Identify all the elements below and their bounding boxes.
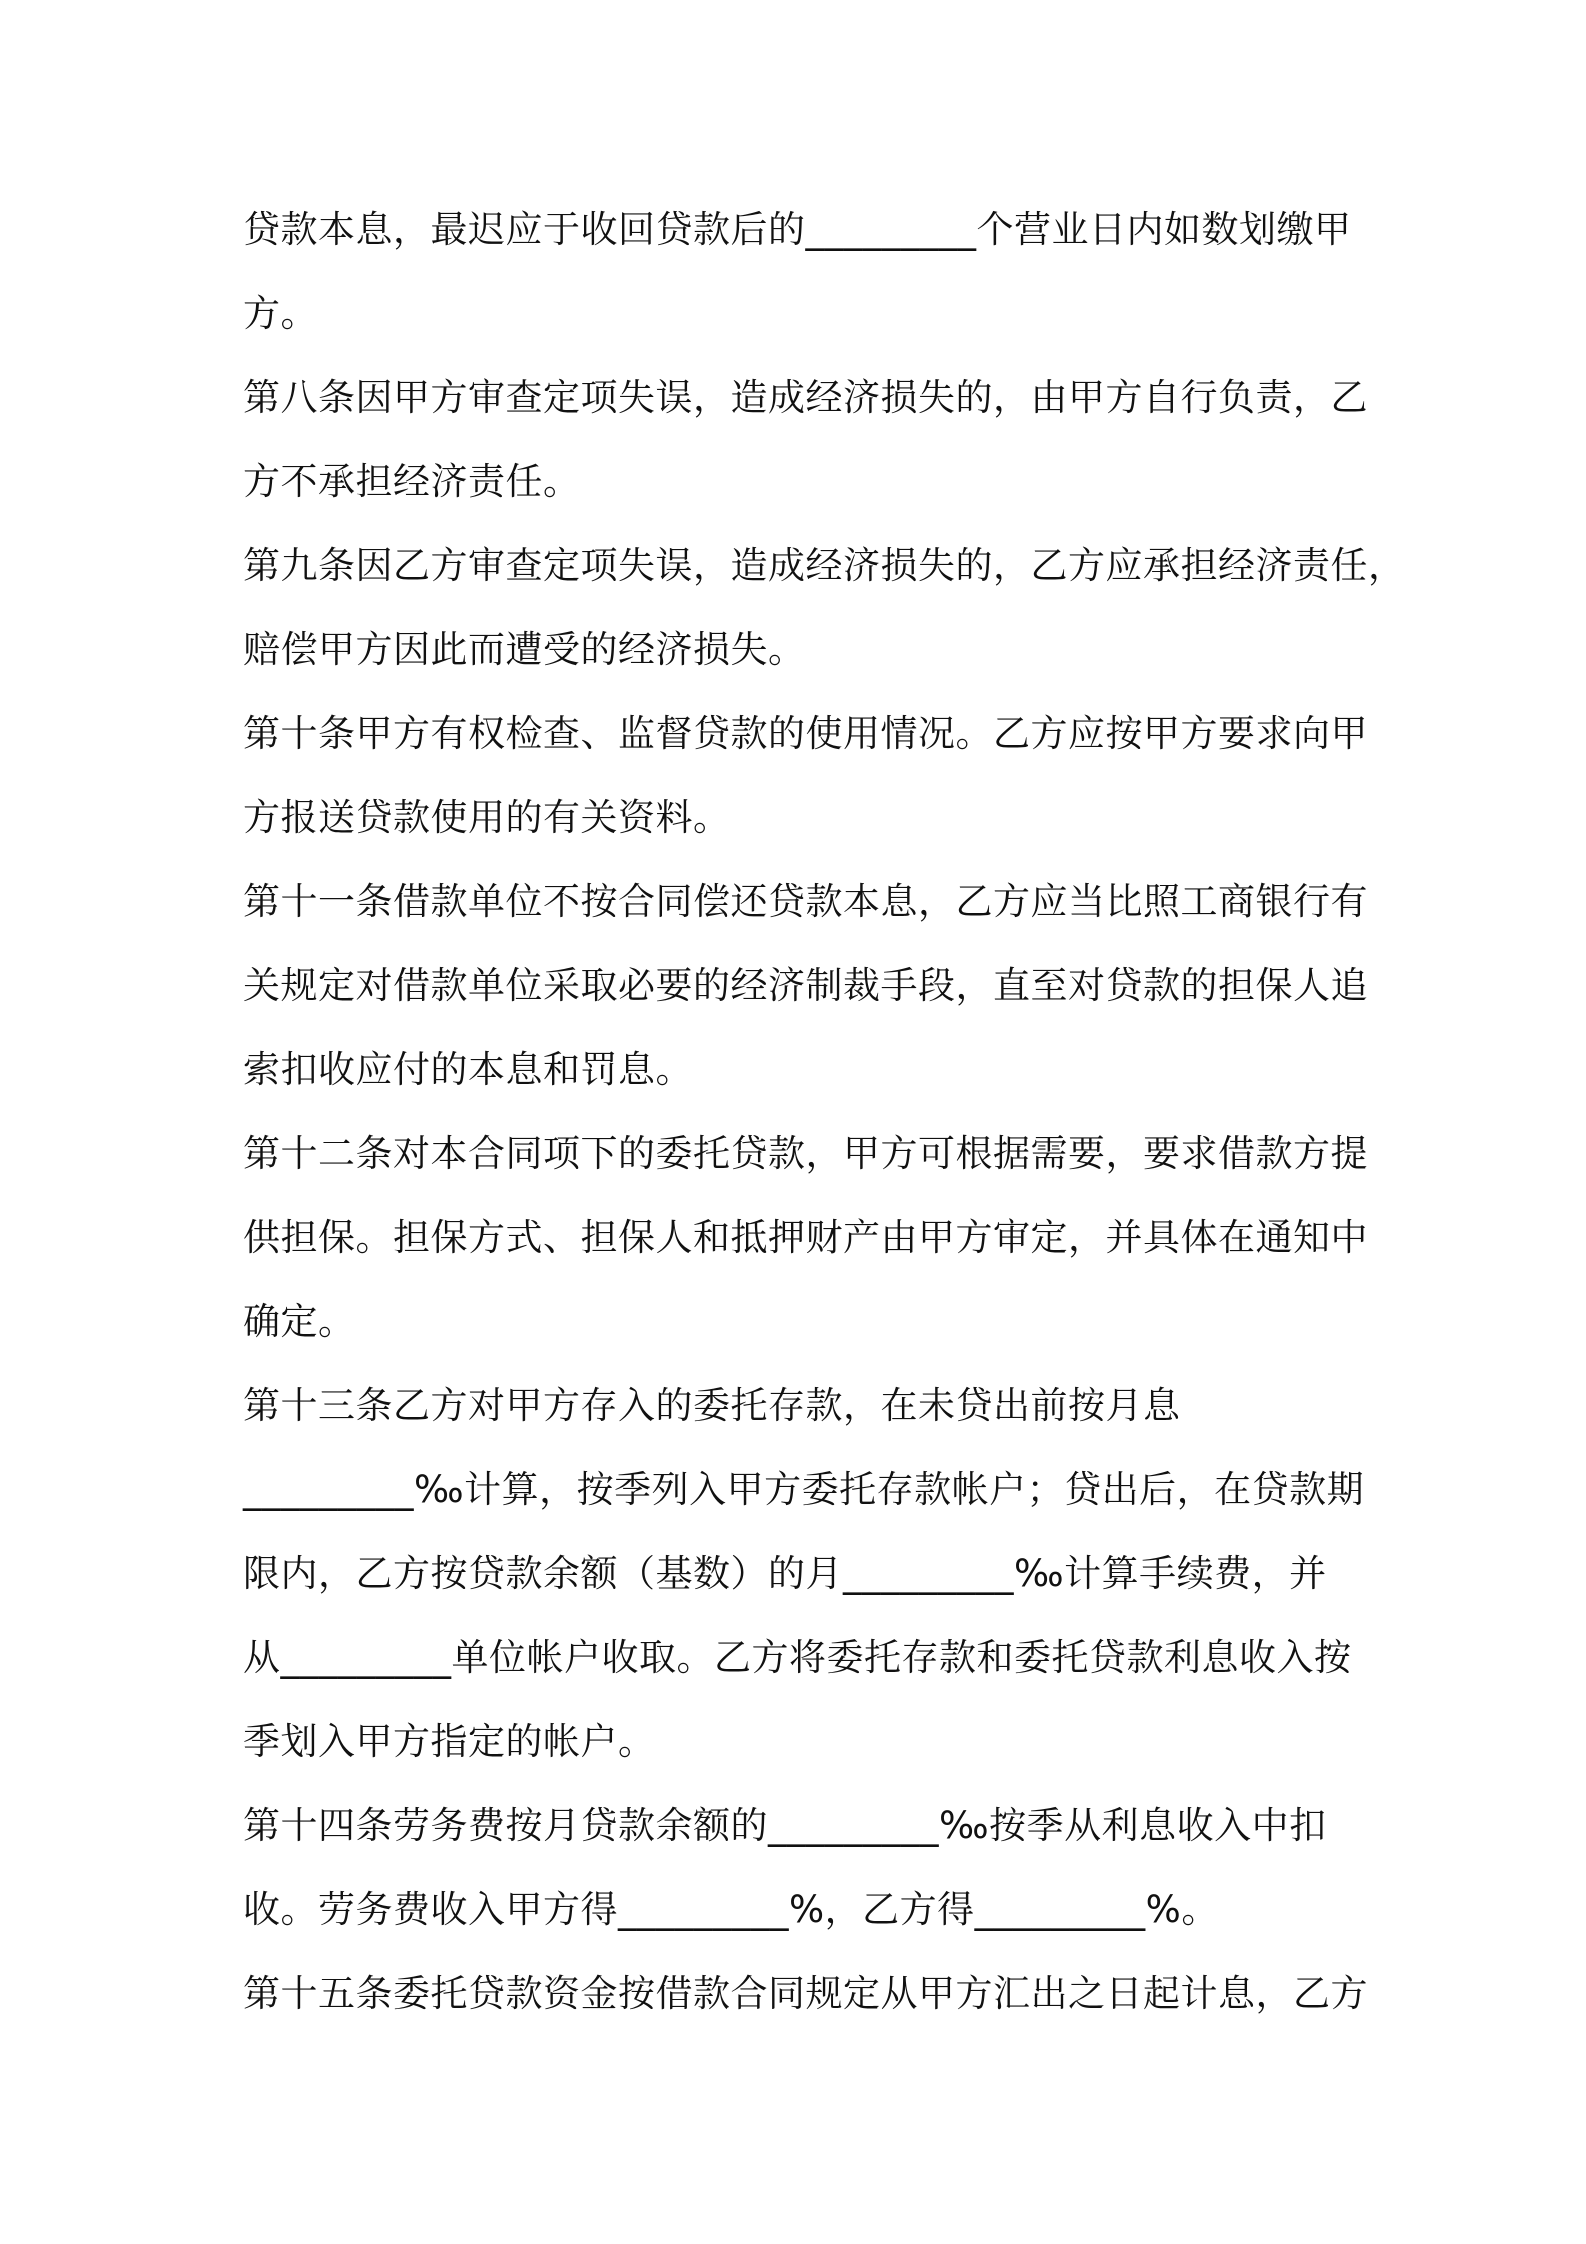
text-line: 第十四条劳务费按月贷款余额的_________‰按季从利息收入中扣 <box>243 1804 1327 1847</box>
text-line: 第十五条委托贷款资金按借款合同规定从甲方汇出之日起计息，乙方 <box>243 1972 1368 2015</box>
text-line: 贷款本息，最迟应于收回贷款后的_________个营业日内如数划缴甲 <box>243 208 1352 251</box>
text-line: 方。 <box>243 292 318 335</box>
text-line: 方报送贷款使用的有关资料。 <box>243 796 731 839</box>
text-line: _________‰计算，按季列入甲方委托存款帐户；贷出后，在贷款期 <box>243 1468 1365 1511</box>
text-line: 关规定对借款单位采取必要的经济制裁手段，直至对贷款的担保人追 <box>243 964 1368 1007</box>
text-line: 第八条因甲方审查定项失误，造成经济损失的，由甲方自行负责，乙 <box>243 376 1368 419</box>
text-line: 第十条甲方有权检查、监督贷款的使用情况。乙方应按甲方要求向甲 <box>243 712 1368 755</box>
text-line: 收。劳务费收入甲方得_________%，乙方得_________%。 <box>243 1888 1219 1931</box>
text-line: 季划入甲方指定的帐户。 <box>243 1720 656 1763</box>
text-line: 限内，乙方按贷款余额（基数）的月_________‰计算手续费，并 <box>243 1552 1327 1595</box>
text-line: 第十一条借款单位不按合同偿还贷款本息，乙方应当比照工商银行有 <box>243 880 1368 923</box>
contract-text <box>243 200 1406 2048</box>
text-line: 第十二条对本合同项下的委托贷款，甲方可根据需要，要求借款方提 <box>243 1132 1368 1175</box>
text-line: 第九条因乙方审查定项失误，造成经济损失的，乙方应承担经济责任， <box>243 544 1406 587</box>
text-line: 方不承担经济责任。 <box>243 460 581 503</box>
text-line: 从_________单位帐户收取。乙方将委托存款和委托贷款利息收入按 <box>243 1636 1352 1679</box>
text-line: 确定。 <box>243 1300 356 1343</box>
text-line: 供担保。担保方式、担保人和抵押财产由甲方审定，并具体在通知中 <box>243 1216 1368 1259</box>
text-line: 索扣收应付的本息和罚息。 <box>243 1048 693 1091</box>
text-line: 赔偿甲方因此而遭受的经济损失。 <box>243 628 806 671</box>
text-line: 第十三条乙方对甲方存入的委托存款，在未贷出前按月息 <box>243 1384 1181 1427</box>
